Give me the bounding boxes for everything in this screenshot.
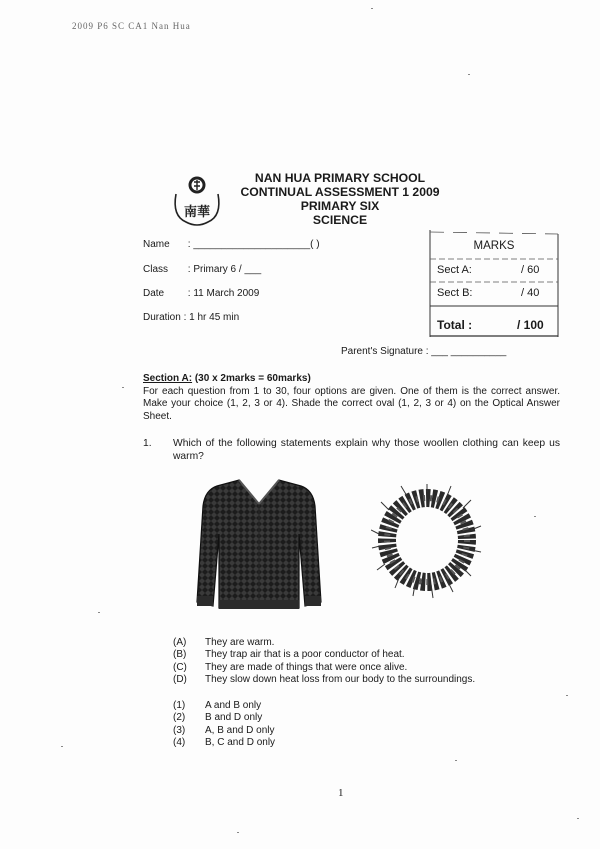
statement-b: (B) They trap air that is a poor conductor of heat. bbox=[173, 649, 405, 661]
class-label: Class bbox=[143, 264, 169, 275]
class-value: : Primary 6 / ___ bbox=[187, 264, 262, 275]
section-a-marks: (30 x 2marks = 60marks) bbox=[192, 373, 311, 384]
school-header bbox=[226, 171, 454, 227]
statement-d: (D) They slow down heat loss from our body to the surroundings. bbox=[173, 674, 476, 686]
total-value: / 100 bbox=[517, 318, 544, 332]
section-a-instructions: For each question from 1 to 30, four options are given. One of them is the correct answer. Make your choice (1, 2, 3 or 4). Shade the correct oval (1, 2, 3 or 4) on the Optical Answer Sheet. bbox=[143, 385, 560, 422]
marks-title: MARKS bbox=[473, 240, 515, 252]
section-a-heading-line bbox=[143, 373, 560, 386]
scarf-image bbox=[371, 484, 483, 604]
choice-2: (2) B and D only bbox=[173, 712, 263, 724]
name-value: : _____________________( ) bbox=[187, 239, 320, 250]
subject: SCIENCE bbox=[312, 213, 368, 227]
section-a bbox=[143, 373, 560, 423]
choice-4: (4) B, C and D only bbox=[173, 737, 276, 749]
marks-box bbox=[429, 230, 559, 337]
statement-a: (A) They are warm. bbox=[173, 637, 275, 648]
logo-text: 南華 bbox=[183, 205, 211, 220]
date-row bbox=[143, 288, 259, 299]
assessment-title: CONTINUAL ASSESSMENT 1 2009 bbox=[240, 185, 440, 199]
choice-list bbox=[173, 700, 275, 750]
level: PRIMARY SIX bbox=[300, 199, 380, 213]
choice-1: (1) A and B only bbox=[173, 700, 262, 711]
name-label: Name bbox=[143, 239, 170, 250]
header-note: 2009 P6 SC CA1 Nan Hua bbox=[72, 21, 191, 31]
choice-3: (3) A, B and D only bbox=[173, 724, 275, 736]
sect-b-label: Sect B: bbox=[437, 287, 473, 299]
question-text: Which of the following statements explain why those woollen clothing can keep us warm? bbox=[173, 438, 560, 462]
sect-a-label: Sect A: bbox=[437, 264, 472, 276]
question-number: 1. bbox=[143, 438, 152, 449]
statement-c: (C) They are made of things that were once alive. bbox=[173, 661, 408, 673]
sect-a-value: / 60 bbox=[521, 264, 540, 276]
date-value: : 11 March 2009 bbox=[187, 288, 260, 299]
name-row bbox=[143, 239, 320, 250]
section-a-heading: Section A: bbox=[143, 373, 193, 384]
parent-signature: Parent's Signature : ___ __________ bbox=[341, 346, 507, 357]
total-label: Total : bbox=[437, 318, 473, 332]
school-name: NAN HUA PRIMARY SCHOOL bbox=[254, 171, 426, 185]
sweater-image bbox=[193, 476, 325, 620]
sect-b-value: / 40 bbox=[521, 287, 540, 299]
school-logo bbox=[168, 172, 226, 230]
duration: Duration : 1 hr 45 min bbox=[143, 312, 240, 323]
date-label: Date bbox=[143, 288, 165, 299]
page-number: 1 bbox=[338, 787, 344, 799]
statement-list bbox=[173, 637, 475, 687]
class-row bbox=[143, 264, 261, 275]
